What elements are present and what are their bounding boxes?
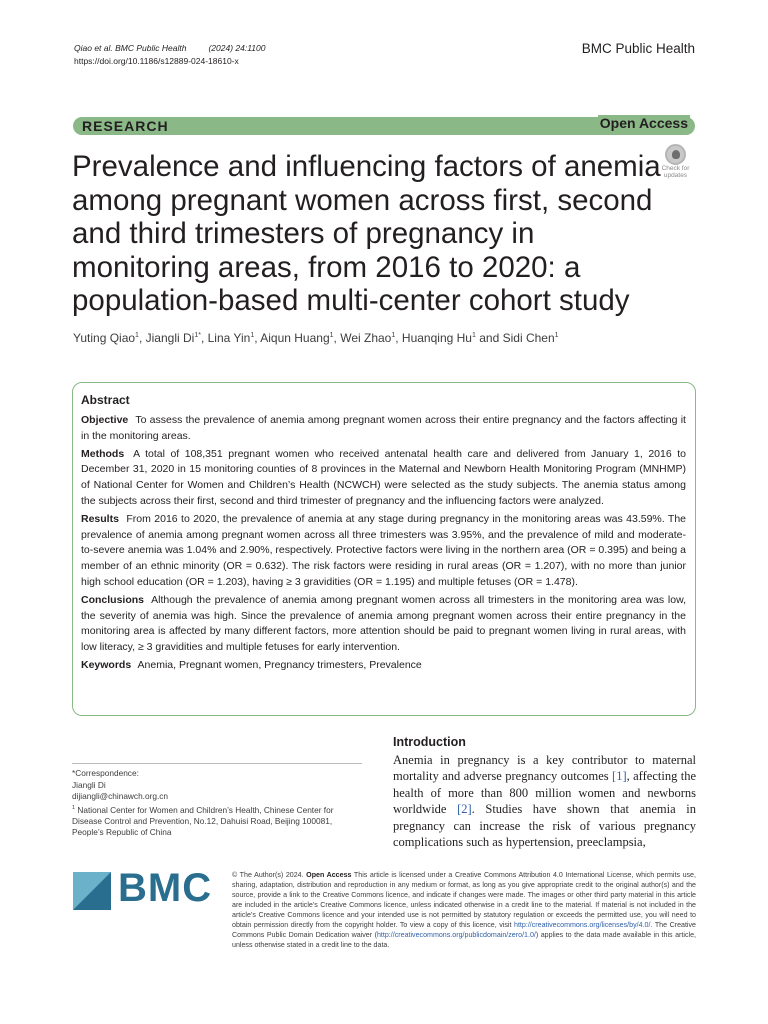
article-type-band — [73, 117, 695, 135]
abstract-keywords: Keywords Anemia, Pregnant women, Pregnancy trimesters, Prevalence — [81, 658, 422, 671]
article-type-label: RESEARCH — [82, 118, 169, 134]
results-label: Results — [81, 512, 119, 525]
public-domain-link[interactable]: http://creativecommons.org/publicdomain/zero/1.0/ — [376, 930, 536, 939]
footnote-divider — [72, 763, 362, 764]
check-for-updates-icon — [665, 144, 686, 165]
license-statement: © The Author(s) 2024. Open Access This article is licensed under a Creative Commons Attribution 4.0 International License, which permits use, sharing, adaptation, distribution and reproduction in any medium or format, as long as you give appropriate credit to the original author(s) and the source, provide a link to the Creative Commons licence, and indicate if changes were made. The images or other third party material in this article are included in the article’s Creative Commons licence, unless indicated otherwise in a credit line to the material. If material is not included in the article’s Creative Commons licence and your intended use is not permitted by statutory regulation or exceeds the permitted use, you will need to obtain permission directly from the copyright holder. To view a copy of this licence, visit http://creativecommons.org/licenses/by/4.0/. The Creative Commons Public Domain Dedication waiver (http://creativecommons.org/publicdomain/zero/1.0/) applies to the data made available in this article, unless otherwise stated in a credit line to the data. — [232, 871, 696, 949]
bmc-logo — [73, 866, 215, 914]
abstract-results: Results From 2016 to 2020, the prevalence of anemia at any stage during pregnancy in the monitoring areas was 43.59%. The prevalence of anemia among pregnant women across all three trimesters was 3.95%, and the prevalence of mild and moderate-to-severe anemia was 1.04% and 2.90%, respectively. Protective factors were living in the northern area (OR = 0.395) and being a member of an ethnic minority (OR = 0.632). The risk factors were residing in rural areas (OR = 1.207), with no more than junior high school education (OR = 1.203), having ≥ 3 gravidities (OR = 1.195) and multiple fetuses (OR = 1.478). — [81, 512, 687, 588]
badge-line-2: updates — [663, 172, 688, 179]
authors-conjunction: and — [479, 331, 500, 345]
bmc-logo-text: BMC — [118, 866, 213, 910]
introduction-heading: Introduction — [393, 735, 466, 749]
objective-label: Objective — [81, 414, 129, 426]
author[interactable]: Lina Yin$^1$ — [207, 331, 255, 345]
license-open-access: Open Access — [306, 871, 352, 879]
abstract-conclusions: Conclusions Although the prevalence of anemia among pregnant women across all trimesters in the monitoring area was low, the severity of anemia was high. Since the prevalence of anemia among pregnant women across their entire pregnancy in the monitoring area is affected by many different factors, more attention should be paid to pregnant women living in rural areas, with low literacy, ≥ 3 gravidities and multiple fetuses for early intervention. — [81, 593, 686, 654]
citation-authors: Qiao et al. BMC Public Health — [74, 43, 187, 53]
correspondence-name: Jiangli Di — [72, 779, 106, 790]
correspondence-note — [72, 768, 362, 839]
methods-label: Methods — [81, 447, 125, 460]
abstract-heading: Abstract — [81, 393, 130, 407]
author[interactable]: Yuting Qiao$^1$ — [73, 331, 139, 345]
abstract-box — [72, 382, 696, 716]
abstract-methods: Methods A total of 108,351 pregnant women who received antenatal health care and delivered from January 1, 2016 to December 31, 2020 in 15 monitoring counties of 8 provinces in the Maternal and Newborn Health Monitoring Program (MNHMP) of National Center for Women and Children’s Health (NCWCH) were selected as the study subjects. The anemia status among the subjects across their first, second and third trimester of pregnancy and the influencing factors were analyzed. — [81, 447, 686, 507]
badge-line-1: Check for — [661, 165, 690, 172]
license-link[interactable]: http://creativecommons.org/licenses/by/4.0/ — [514, 920, 651, 929]
author[interactable]: Wei Zhao$^1$ — [340, 331, 396, 345]
author[interactable]: Aiqun Huang$^1$ — [260, 331, 334, 345]
open-access-label: Open Access — [599, 115, 688, 131]
check-for-updates-badge[interactable] — [657, 144, 694, 180]
reference-link[interactable]: [1] — [612, 769, 627, 784]
running-header — [74, 42, 265, 67]
author[interactable]: Sidi Chen$^1$ — [502, 331, 559, 345]
correspondence-affiliation: $^1$ National Center for Women and Children’s Health, Chinese Center for Disease Control and Prevention, No.12, Dahuisi Road, Beijing 100081, People’s Republic of China — [72, 804, 334, 838]
citation-year-volume: (2024) 24:1100 — [208, 43, 266, 53]
author[interactable]: Huanqing Hu$^1$ — [401, 331, 476, 345]
journal-name: BMC Public Health — [581, 41, 695, 56]
bmc-logo-mark-icon — [73, 872, 111, 910]
correspondence-email[interactable]: dijiangli@chinawch.org.cn — [72, 791, 169, 801]
introduction-paragraph: Anemia in pregnancy is a key contributor to maternal mortality and adverse pregnancy outcomes [1], affecting the health of more than 800 million women and newborns worldwide [2]. Studies have shown that anemia in pregnancy can increase the risk of various pregnancy complications such as hypertension, preeclampsia, — [393, 753, 697, 850]
correspondence-label: *Correspondence: — [72, 768, 139, 778]
author-list: Yuting Qiao$^1$, Jiangli $Di^{1*}$, Lina Yin$^1$, Aiqun Huang$^1$, Wei Zhao$^1$, Huanqing Hu$^1$ and Sidi Chen$^1$ — [73, 331, 559, 345]
reference-link[interactable]: [2] — [457, 802, 472, 817]
abstract-objective: Objective To assess the prevalence of anemia among pregnant women across their entire pregnancy and the factors affecting it in the monitoring areas. — [81, 414, 686, 442]
doi-link[interactable]: https://doi.org/10.1186/s12889-024-18610-x — [74, 55, 239, 66]
article-title: Prevalence and influencing factors of anemia among pregnant women across first, second and third trimesters of pregnancy in monitoring areas, from 2016 to 2020: a population-based multi-center cohort study — [72, 150, 661, 317]
author[interactable]: Jiangli $Di^{1*}$ — [145, 331, 201, 345]
keywords-label: Keywords — [81, 658, 132, 671]
conclusions-label: Conclusions — [81, 593, 145, 606]
